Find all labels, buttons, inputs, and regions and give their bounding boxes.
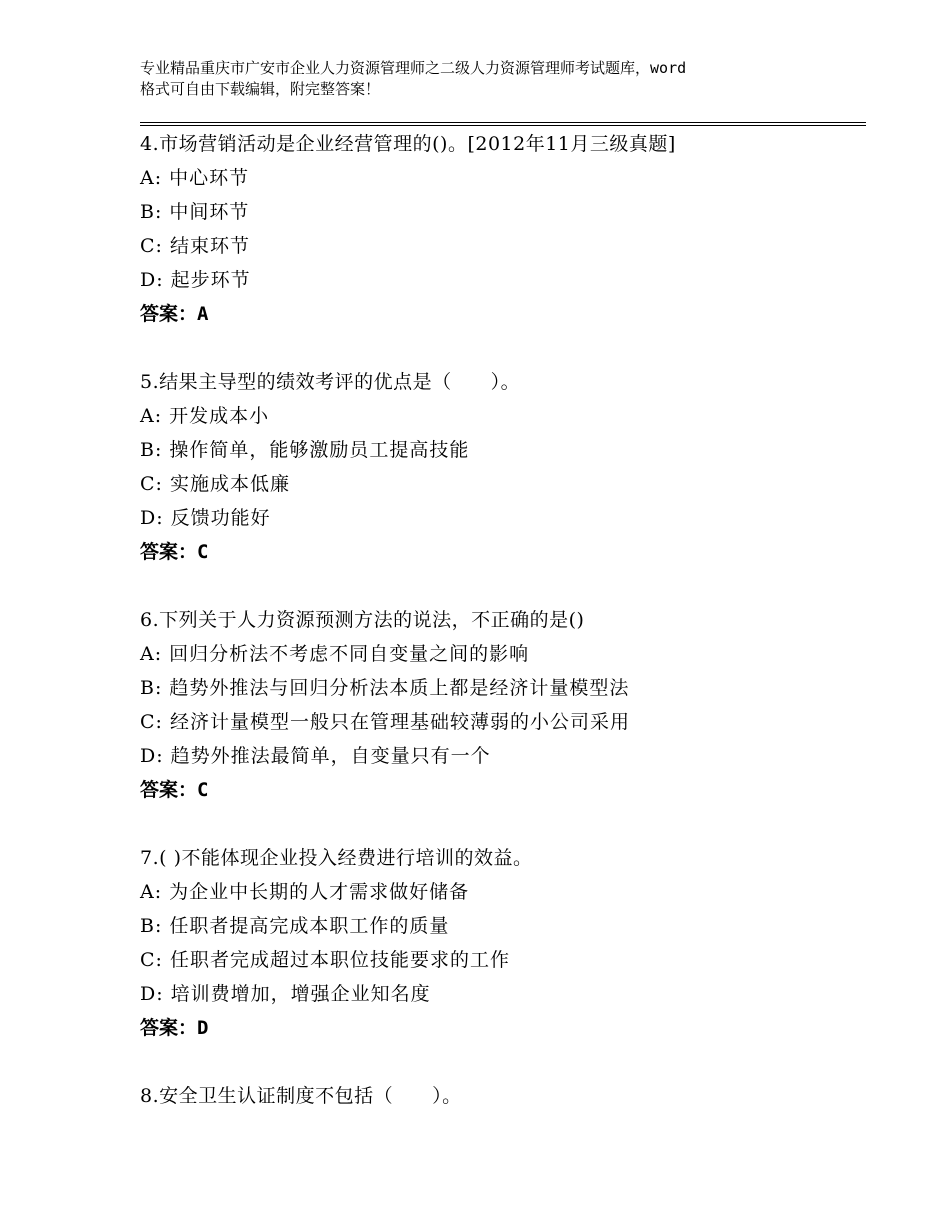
question-stem: 5.结果主导型的绩效考评的优点是（ ）。: [140, 371, 521, 393]
option-c: C: 结束环节: [140, 235, 250, 257]
question-stem: 4.市场营销活动是企业经营管理的()。[2012年11月三级真题]: [140, 133, 676, 155]
question-4: [140, 127, 866, 331]
question-list: [140, 127, 866, 1147]
answer: 答案：C: [140, 779, 209, 801]
question-5: [140, 365, 866, 569]
option-b: B: 操作简单，能够激励员工提高技能: [140, 439, 470, 461]
option-d: D: 反馈功能好: [140, 507, 271, 529]
option-d: D: 起步环节: [140, 269, 251, 291]
header-line-1: 专业精品重庆市广安市企业人力资源管理师之二级人力资源管理师考试题库，word: [140, 59, 687, 77]
question-6: [140, 603, 866, 807]
option-a: A: 中心环节: [140, 167, 250, 189]
question-stem: 7.( )不能体现企业投入经费进行培训的效益。: [140, 847, 533, 869]
answer: 答案：C: [140, 541, 209, 563]
option-b: B: 趋势外推法与回归分析法本质上都是经济计量模型法: [140, 677, 630, 699]
question-stem: 8.安全卫生认证制度不包括（ ）。: [140, 1085, 462, 1107]
document-header: [140, 58, 840, 100]
option-d: D: 培训费增加，增强企业知名度: [140, 983, 431, 1005]
option-a: A: 回归分析法不考虑不同自变量之间的影响: [140, 643, 530, 665]
header-divider: [140, 122, 866, 126]
answer: 答案：A: [140, 303, 209, 325]
option-a: A: 为企业中长期的人才需求做好储备: [140, 881, 470, 903]
option-d: D: 趋势外推法最简单，自变量只有一个: [140, 745, 491, 767]
question-7: [140, 841, 866, 1045]
answer: 答案：D: [140, 1017, 209, 1039]
option-c: C: 任职者完成超过本职位技能要求的工作: [140, 949, 510, 971]
option-c: C: 经济计量模型一般只在管理基础较薄弱的小公司采用: [140, 711, 630, 733]
header-line-2: 格式可自由下载编辑，附完整答案！: [140, 80, 381, 98]
option-b: B: 中间环节: [140, 201, 250, 223]
question-stem: 6.下列关于人力资源预测方法的说法，不正确的是(): [140, 609, 585, 631]
option-c: C: 实施成本低廉: [140, 473, 290, 495]
question-8: [140, 1079, 866, 1113]
option-a: A: 开发成本小: [140, 405, 270, 427]
option-b: B: 任职者提高完成本职工作的质量: [140, 915, 450, 937]
